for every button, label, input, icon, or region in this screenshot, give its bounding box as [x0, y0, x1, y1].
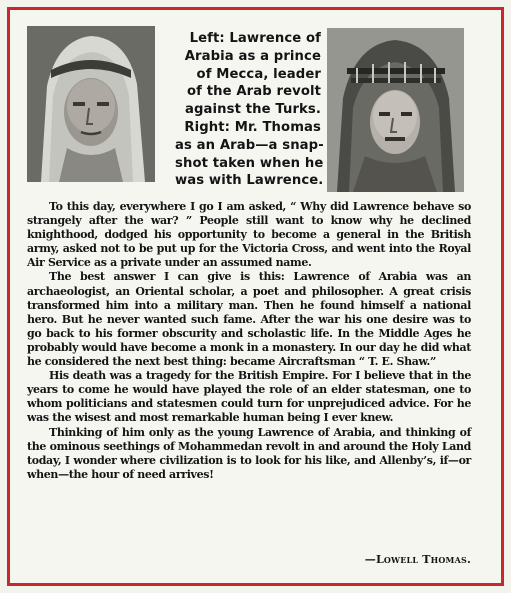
author-signature: —Lowell Thomas.: [364, 553, 471, 566]
caption-line: of Mecca, leader: [196, 66, 321, 82]
photo-caption: [175, 30, 324, 190]
photo-lawrence: [27, 26, 155, 182]
article-paragraph: The best answer I can give is this: Lawrence of Arabia was an archaeologist, an Oriental scholar, a poet and philosopher. A great crisis transformed him into a military man. Then he found himself a national hero. But he never wanted such fame. After the war his one desire was to go back to his former obscurity and scholastic life. In the Middle Ages he probably would have become a monk in a monastery. In our day he did what he considered the next best thing: became Aircraftsman “ T. E. Shaw.”: [27, 270, 471, 369]
thomas-portrait-image: [327, 28, 464, 192]
caption-line: Arabia as a prince: [184, 48, 321, 64]
caption-line: Left: Lawrence of: [189, 31, 321, 46]
article-paragraph: His death was a tragedy for the British Empire. For I believe that in the years to come he would have played the role of an elder statesman, one to whom politicians and statesmen could turn for unprejudiced advice. For he was the wisest and most remarkable human being I ever knew.: [27, 369, 471, 425]
lawrence-portrait-image: [27, 26, 155, 182]
photo-thomas: [327, 28, 464, 192]
article-paragraph: Thinking of him only as the young Lawrence of Arabia, and thinking of the ominous seethings of Mohammedan revolt in and around the Holy Land today, I wonder where civilization is to look for his like, and Allenby’s, if—or when—the hour of need arrives!: [27, 425, 471, 481]
caption-line: as an Arab—a snap-: [175, 137, 324, 153]
caption-line: against the Turks.: [185, 102, 321, 118]
article-body: [27, 200, 471, 482]
caption-line: shot taken when he: [175, 155, 324, 171]
caption-line: of the Arab revolt: [187, 84, 321, 100]
caption-line: Right: Mr. Thomas: [184, 119, 321, 135]
article-paragraph: To this day, everywhere I go I am asked, “ Why did Lawrence behave so strangely after the war? ” People still want to know why he declined knighthood, dodged his opportunity to become a general in the British army, asked not to be put up for the Victoria Cross, and went into the Royal Air Service as a private under an assumed name.: [27, 200, 471, 270]
caption-line: was with Lawrence.: [175, 173, 324, 189]
